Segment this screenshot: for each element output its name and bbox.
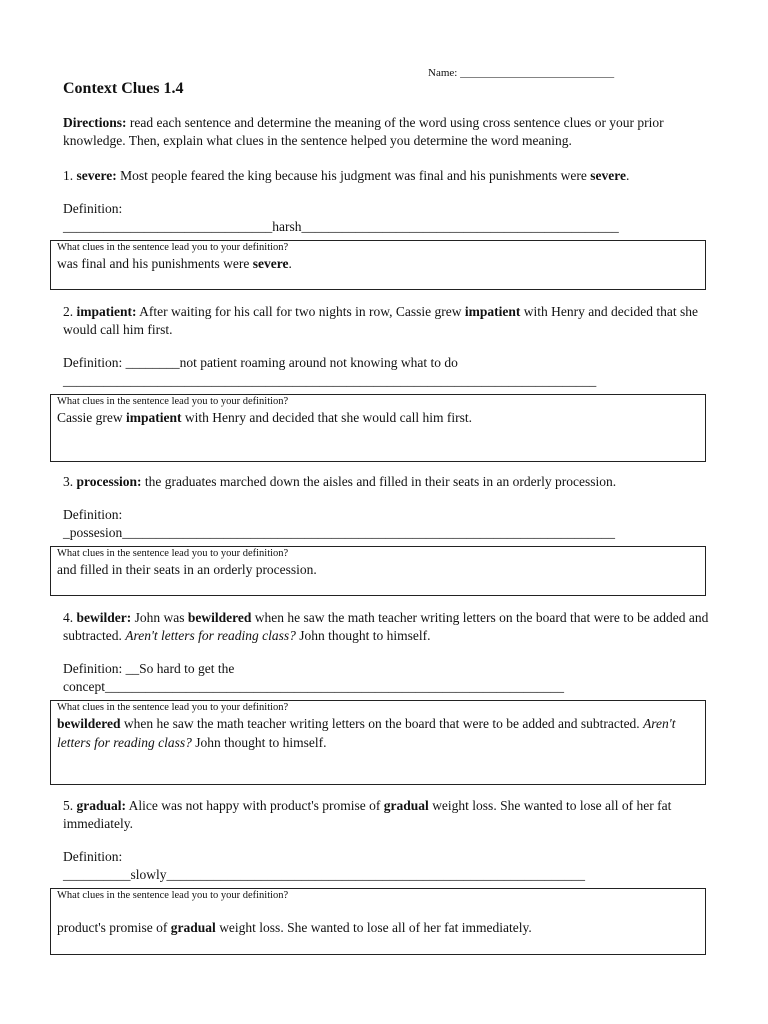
clue-box-4[interactable] [50,700,706,785]
question-number: 3. [63,474,74,489]
clue-prompt: What clues in the sentence lead you to your definition? [57,702,289,713]
clue-answer: and filled in their seats in an orderly procession. [57,562,317,577]
sentence-part: After waiting for his call for two nights in row, Cassie grew [139,304,462,319]
question-number: 2. [63,304,74,319]
sentence-part: John was [134,610,185,625]
question-5 [63,797,713,833]
clue-answer: product's promise of gradual weight loss. She wanted to lose all of her fat immediately. [57,920,532,935]
question-3 [63,473,713,491]
definition-label: Definition: [63,201,123,216]
clue-box-3[interactable] [50,546,706,596]
sentence-part: Most people feared the king because his judgment was final and his punishments were [120,168,587,183]
definition-answer-1[interactable]: _______________________________harsh_______________________________________________ [63,219,619,234]
sentence-part: John thought to himself. [299,628,431,643]
definition-answer-2-line2[interactable]: _______________________________________________________________________________ [63,373,597,388]
name-field[interactable] [428,64,614,82]
clue-prompt: What clues in the sentence lead you to your definition? [57,396,289,407]
vocab-word: bewilder: [76,610,132,625]
definition-answer-3[interactable]: _possesion_________________________________________________________________________ [63,525,616,540]
sentence-part: with Henry and decided that she would call him first. [63,304,699,337]
vocab-word: gradual: [76,798,127,813]
directions-label: Directions: [63,115,127,130]
question-2 [63,303,713,339]
clue-prompt: What clues in the sentence lead you to your definition? [57,242,289,253]
question-1 [63,167,713,185]
page-title: Context Clues 1.4 [63,80,184,97]
clue-box-2[interactable] [50,394,706,462]
clue-box-5[interactable] [50,888,706,955]
question-number: 1. [63,168,74,183]
question-4 [63,609,713,645]
definition-label: Definition: [63,507,123,522]
definition-answer-4-line2[interactable]: concept____________________________________________________________________ [63,679,564,694]
sentence-part: weight loss. She wanted to lose all of her fat immediately. [63,798,672,831]
vocab-word: impatient: [76,304,137,319]
clue-answer: was final and his punishments were severe. [57,256,292,271]
clue-prompt: What clues in the sentence lead you to your definition? [57,890,289,901]
sentence-part: when he saw the math teacher writing letters on the board that were to be added and subtracted. [63,610,709,643]
directions [63,114,713,150]
definition-answer-5[interactable]: __________slowly______________________________________________________________ [63,867,586,882]
definition-label: Definition: [63,849,123,864]
sentence-italic: Aren't letters for reading class? [125,628,296,643]
clue-box-1[interactable] [50,240,706,290]
question-number: 5. [63,798,74,813]
definition-answer-2[interactable]: Definition: ________not patient roaming around not knowing what to do [63,355,458,370]
sentence-bold: gradual [383,798,429,813]
vocab-word: severe: [76,168,117,183]
sentence-bold: impatient [464,304,521,319]
name-label: Name: [428,67,458,79]
vocab-word: procession: [76,474,142,489]
definition-answer-4[interactable]: Definition: __So hard to get the [63,661,235,676]
sentence-part: . [625,168,630,183]
sentence-bold: bewildered [187,610,252,625]
clue-prompt: What clues in the sentence lead you to your definition? [57,548,289,559]
name-blank[interactable]: ____________________________ [460,67,615,79]
clue-answer: Cassie grew impatient with Henry and decided that she would call him first. [57,410,473,425]
sentence-part: Alice was not happy with product's promise of [128,798,381,813]
directions-text: read each sentence and determine the meaning of the word using cross sentence clues or your prior knowledge. Then, explain what clues in the sentence helped you determine the word meaning. [63,115,664,148]
sentence-part: the graduates marched down the aisles and filled in their seats in an orderly procession. [144,474,617,489]
question-number: 4. [63,610,74,625]
clue-answer: bewildered when he saw the math teacher writing letters on the board that were to be added and subtracted. Aren't letters for reading class? John thought to himself. [57,716,676,750]
sentence-bold: severe [590,168,626,183]
